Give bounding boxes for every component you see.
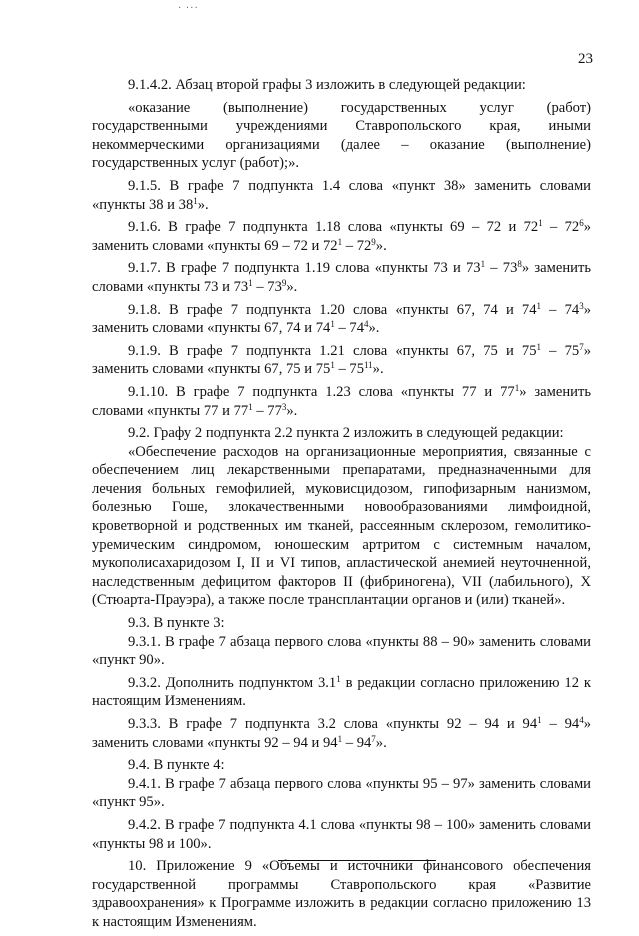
text-run: 9.1.7. В графе 7 подпункта 1.19 слова «пункты 73 и 73 xyxy=(128,260,481,277)
superscript-index: 9 xyxy=(371,236,376,247)
text-run: 9.4.1. В графе 7 абзаца первого слова «пункты 95 – 97» заменить словами «пункт 95». xyxy=(92,775,591,811)
text-run: 9.4. В пункте 4: xyxy=(128,757,225,774)
text-run: » заменить словами «пункты 67, 74 и 74 xyxy=(92,301,591,337)
text-run: – 75 xyxy=(541,342,580,359)
superscript-index: 3 xyxy=(281,401,287,412)
paragraph xyxy=(92,301,591,338)
text-run: » заменить словами «пункты 92 – 94 и 94 xyxy=(92,716,591,751)
page-number: 23 xyxy=(578,51,593,67)
superscript-index: 1 xyxy=(536,341,541,352)
text-run: 9.1.9. В графе 7 подпункта 1.21 слова «пункты 67, 75 и 75 xyxy=(128,342,537,359)
text-run: 9.3. В пункте 3: xyxy=(128,615,225,632)
text-run: – 94 xyxy=(342,734,372,751)
superscript-index: 6 xyxy=(579,218,584,229)
text-run: «оказание (выполнение) государственных услуг (работ) государственными учреждениями Ставропольского края, иными некоммерческими организациями (далее – оказание (выполнение) государственных услуг (работ);». xyxy=(92,99,591,172)
superscript-index: 1 xyxy=(538,218,543,229)
paragraph xyxy=(92,99,591,173)
text-run: – 72 xyxy=(542,219,580,236)
text-run: 9.3.3. В графе 7 подпункта 3.2 слова «пункты 92 – 94 и 94 xyxy=(128,716,538,732)
text-run: » заменить словами «пункты 69 – 72 и 72 xyxy=(92,219,591,254)
superscript-index: 1 xyxy=(536,300,541,311)
superscript-index: 1 xyxy=(337,236,343,247)
text-run: ». xyxy=(372,361,384,378)
paragraph xyxy=(92,259,591,296)
text-run: – 74 xyxy=(334,320,364,337)
superscript-index: 1 xyxy=(336,673,341,684)
superscript-index: 3 xyxy=(579,300,584,311)
end-separator-line xyxy=(278,860,436,861)
paragraph xyxy=(92,218,591,255)
text-run: 9.1.10. В графе 7 подпункта 1.23 слова «пункты 77 и 77 xyxy=(128,383,515,400)
paragraph xyxy=(92,756,591,775)
text-run: – 75 xyxy=(334,361,364,378)
text-run: – 77 xyxy=(252,402,282,419)
paragraph xyxy=(92,614,591,633)
text-run: ». xyxy=(286,402,298,419)
superscript-index: 4 xyxy=(364,319,369,330)
text-run: ». xyxy=(375,734,387,751)
superscript-index: 1 xyxy=(193,195,198,206)
paragraph xyxy=(92,76,591,95)
text-run: 9.3.1. В графе 7 абзаца первого слова «пункты 88 – 90» заменить словами «пункт 90». xyxy=(92,633,591,669)
scan-mark: · ··· xyxy=(178,3,199,14)
text-run: 9.1.4.2. Абзац второй графы 3 изложить в следующей редакции: xyxy=(128,77,526,93)
paragraph xyxy=(92,383,591,420)
text-run: в редакции согласно приложению 12 к настоящим Изменениям. xyxy=(92,674,592,710)
text-run: – 74 xyxy=(541,301,580,318)
superscript-index: 1 xyxy=(248,401,253,412)
text-run: ». xyxy=(375,237,387,254)
superscript-index: 1 xyxy=(248,277,253,288)
paragraph xyxy=(92,177,591,214)
paragraph xyxy=(92,816,591,853)
superscript-index: 1 xyxy=(537,715,542,725)
paragraph xyxy=(92,633,591,670)
superscript-index: 9 xyxy=(281,277,287,288)
text-run: ». xyxy=(368,320,380,337)
paragraph xyxy=(92,443,591,610)
text-run: ». xyxy=(197,196,209,213)
document-body xyxy=(92,76,591,936)
superscript-index: 1 xyxy=(480,259,486,270)
paragraph xyxy=(92,775,591,812)
superscript-index: 8 xyxy=(517,259,522,270)
text-run: 9.1.6. В графе 7 подпункта 1.18 слова «пункты 69 – 72 и 72 xyxy=(128,219,539,236)
text-run: 9.4.2. В графе 7 подпункта 4.1 слова «пункты 98 – 100» заменить словами «пункты 98 и 100». xyxy=(92,816,591,852)
text-run: 10. Приложение 9 «Объемы и источники финансового обеспечения государственной программы Ставропольского края «Развитие здравоохранения» к Программе изложить в редакции согласно приложению 13 к настоящим Изменениям. xyxy=(92,858,591,930)
text-run: 9.2. Графу 2 подпункта 2.2 пункта 2 изложить в следующей редакции: xyxy=(128,425,564,442)
text-run: 9.1.8. В графе 7 подпункта 1.20 слова «пункты 67, 74 и 74 xyxy=(128,301,537,318)
text-run: – 73 xyxy=(485,260,518,277)
superscript-index: 11 xyxy=(364,360,373,371)
superscript-index: 7 xyxy=(579,341,584,352)
text-run: – 72 xyxy=(342,237,372,254)
paragraph xyxy=(92,715,591,752)
text-run: » заменить словами «пункты 73 и 73 xyxy=(92,260,591,295)
text-run: ». xyxy=(286,278,298,295)
superscript-index: 7 xyxy=(371,733,376,744)
paragraph xyxy=(92,674,591,711)
text-run: «Обеспечение расходов на организационные мероприятия, связанные с обеспечением лиц лекарственными препаратами, предназначенными для лечения больных гемофилией, муковисцидозом, гипофизарным нанизмом, болезнью Гоше, злокачественными новообразованиями лимфоидной, кроветворной и родственных им тканей, рассеянным склерозом, гемолитико-уремическим синдромом, юношеским артритом с системным началом, мукополисахаридозом I, II и VI типов, апластической анемией неуточненной, наследственным дефицитом факторов II (фибриногена), VII (лабильного), X (Стюарта-Прауэра), а также после трансплантации органов и (или) тканей». xyxy=(92,443,591,609)
text-run: – 73 xyxy=(252,278,282,295)
paragraph xyxy=(92,857,591,931)
superscript-index: 1 xyxy=(330,360,335,371)
text-run: 9.1.5. В графе 7 подпункта 1.4 слова «пункт 38» заменить словами «пункты 38 и 38 xyxy=(92,177,591,213)
text-run: » заменить словами «пункты 67, 75 и 75 xyxy=(92,342,591,378)
superscript-index: 1 xyxy=(337,733,343,744)
text-run: – 94 xyxy=(541,716,580,732)
superscript-index: 1 xyxy=(514,382,520,393)
text-run: » заменить словами «пункты 77 и 77 xyxy=(92,383,591,419)
paragraph xyxy=(92,424,591,443)
paragraph xyxy=(92,342,591,379)
superscript-index: 4 xyxy=(579,715,584,725)
superscript-index: 1 xyxy=(330,319,335,330)
text-run: 9.3.2. Дополнить подпунктом 3.1 xyxy=(128,674,337,691)
